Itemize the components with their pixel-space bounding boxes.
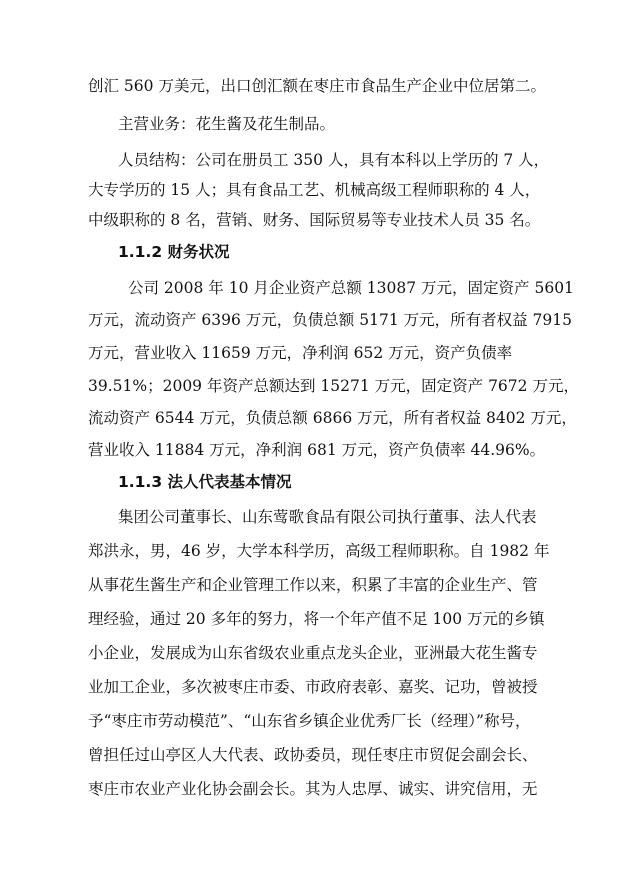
paragraph-line: 创汇 560 万美元，出口创汇额在枣庄市食品生产企业中位居第二。 [88, 77, 546, 95]
paragraph-line: 郑洪永，男，46 岁，大学本科学历，高级工程师职称。自 1982 年 [88, 542, 550, 560]
paragraph-line: 曾担任过山亭区人大代表、政协委员，现任枣庄市贸促会副会长、 [88, 746, 538, 764]
paragraph-line: 万元，流动资产 6396 万元，负债总额 5171 万元，所有者权益 7915 [88, 311, 572, 329]
paragraph-line: 中级职称的 8 名，营销、财务、国际贸易等专业技术人员 35 名。 [88, 211, 541, 229]
paragraph-line: 营业收入 11884 万元，净利润 681 万元，资产负债率 44.96%。 [88, 441, 546, 459]
paragraph-line: 予“枣庄市劳动模范”、“山东省乡镇企业优秀厂长（经理）”称号， [88, 712, 531, 730]
paragraph-line: 39.51%；2009 年资产总额达到 15271 万元，固定资产 7672 万元， [88, 377, 579, 395]
paragraph-line: 理经验，通过 20 多年的努力，将一个年产值不足 100 万元的乡镇 [88, 610, 545, 628]
paragraph-line: 主营业务：花生酱及花生制品。 [118, 115, 336, 133]
paragraph-line: 大专学历的 15 人；具有食品工艺、机械高级工程师职称的 4 人， [88, 181, 541, 199]
paragraph-line: 集团公司董事长、山东莺歌食品有限公司执行董事、法人代表 [118, 508, 537, 526]
paragraph-line: 万元，营业收入 11659 万元，净利润 652 万元，资产负债率 [88, 344, 513, 362]
paragraph-line: 人员结构：公司在册员工 350 人，具有本科以上学历的 7 人， [118, 151, 550, 169]
section-heading-financial-status: 1.1.2 财务状况 [118, 243, 230, 261]
section-heading-legal-representative: 1.1.3 法人代表基本情况 [118, 473, 292, 491]
paragraph-line: 小企业，发展成为山东省级农业重点龙头企业，亚洲最大花生酱专 [88, 644, 538, 662]
paragraph-line: 公司 2008 年 10 月企业资产总额 13087 万元，固定资产 5601 [128, 279, 574, 297]
paragraph-line: 从事花生酱生产和企业管理工作以来，积累了丰富的企业生产、管 [88, 576, 538, 594]
paragraph-line: 流动资产 6544 万元，负债总额 6866 万元，所有者权益 8402 万元， [88, 409, 577, 427]
paragraph-line: 枣庄市农业产业化协会副会长。其为人忠厚、诚实、讲究信用，无 [88, 780, 538, 798]
paragraph-line: 业加工企业，多次被枣庄市委、市政府表彰、嘉奖、记功，曾被授 [88, 678, 538, 696]
